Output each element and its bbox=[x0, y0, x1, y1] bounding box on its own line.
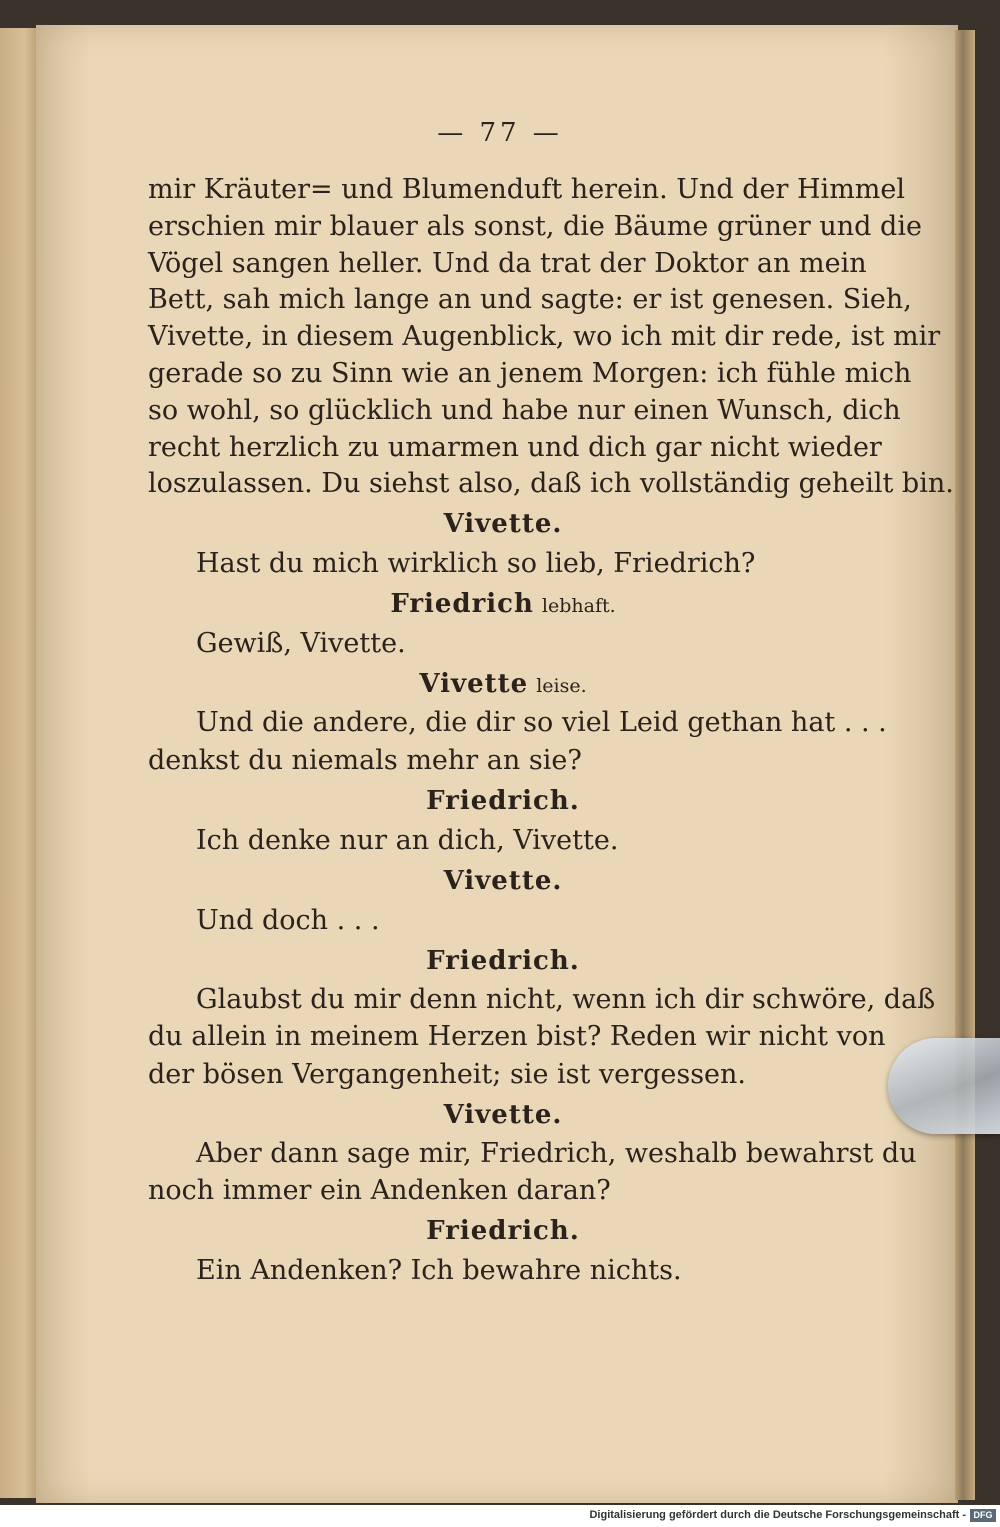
speaker-name: Friedrich bbox=[390, 589, 534, 620]
paragraph-line: mir Kräuter= und Blumenduft herein. Und der Himmel bbox=[148, 174, 906, 205]
dfg-logo: DFG bbox=[970, 1509, 996, 1522]
stage-direction: lebhaft. bbox=[541, 595, 616, 618]
footer-credit: Digitalisierung gefördert durch die Deutsche Forschungsgemeinschaft - bbox=[589, 1509, 966, 1521]
paragraph-line: Bett, sah mich lange an und sagte: er ist genesen. Sieh, bbox=[148, 284, 912, 316]
dialog-line: Ich denke nur an dich, Vivette. bbox=[196, 824, 619, 856]
speaker-heading bbox=[148, 1210, 858, 1252]
dialog-line: Und doch . . . bbox=[196, 904, 380, 936]
speaker-name: Vivette. bbox=[443, 865, 563, 896]
paragraph-line: so wohl, so glücklich und habe nur einen Wunsch, dich bbox=[148, 394, 901, 426]
dialog-line: Gewiß, Vivette. bbox=[196, 628, 406, 660]
speaker-heading bbox=[148, 940, 858, 982]
page-stack-edge bbox=[955, 30, 975, 1500]
paragraph-line: loszulassen. Du siehst also, daß ich vollständig geheilt bin. bbox=[148, 468, 954, 500]
speaker-name: Friedrich. bbox=[426, 1216, 580, 1247]
speaker-name: Vivette. bbox=[443, 1099, 563, 1130]
paragraph-line: recht herzlich zu umarmen und dich gar nicht wieder bbox=[148, 431, 882, 463]
narrative-paragraph bbox=[148, 172, 954, 503]
speaker-heading bbox=[148, 780, 858, 822]
paragraph-line: Vögel sangen heller. Und da trat der Doktor an mein bbox=[148, 247, 867, 279]
page-text bbox=[148, 172, 954, 1290]
dialog-line: Aber dann sage mir, Friedrich, weshalb bewahrst du bbox=[196, 1137, 917, 1169]
dialog-line: du allein in meinem Herzen bist? Reden wir nicht von bbox=[148, 1020, 886, 1052]
speaker-heading bbox=[148, 583, 858, 625]
speaker-name: Friedrich. bbox=[426, 945, 580, 976]
speaker-name: Friedrich. bbox=[426, 785, 580, 816]
speaker-heading bbox=[148, 860, 858, 902]
paragraph-line: erschien mir blauer als sonst, die Bäume grüner und die bbox=[148, 210, 922, 242]
paragraph-line: Vivette, in diesem Augenblick, wo ich mit dir rede, ist mir bbox=[148, 321, 941, 353]
speaker-name: Vivette bbox=[419, 669, 529, 700]
dialog-line: noch immer ein Andenken daran? bbox=[148, 1175, 611, 1207]
speaker-heading bbox=[148, 503, 858, 545]
dialog-line: denkst du niemals mehr an sie? bbox=[148, 744, 582, 776]
dialog-line: Und die andere, die dir so viel Leid gethan hat . . . bbox=[196, 707, 887, 739]
dialog-line: Hast du mich wirklich so lieb, Friedrich? bbox=[196, 548, 756, 580]
dialog-line: Glaubst du mir denn nicht, wenn ich dir schwöre, daß bbox=[196, 983, 936, 1015]
footer-bar bbox=[0, 1505, 1000, 1527]
page-clip bbox=[888, 1038, 1000, 1134]
speaker-heading bbox=[148, 1094, 858, 1136]
previous-page-edge bbox=[0, 28, 40, 1498]
page-number: — 77 — bbox=[437, 118, 563, 148]
dialog-line: der bösen Vergangenheit; sie ist vergessen. bbox=[148, 1058, 746, 1090]
dialog-line: Ein Andenken? Ich bewahre nichts. bbox=[196, 1255, 682, 1287]
speaker-name: Vivette. bbox=[443, 509, 563, 540]
speaker-heading bbox=[148, 663, 858, 705]
stage-direction: leise. bbox=[536, 675, 587, 698]
paragraph-line: gerade so zu Sinn wie an jenem Morgen: ich fühle mich bbox=[148, 357, 912, 389]
